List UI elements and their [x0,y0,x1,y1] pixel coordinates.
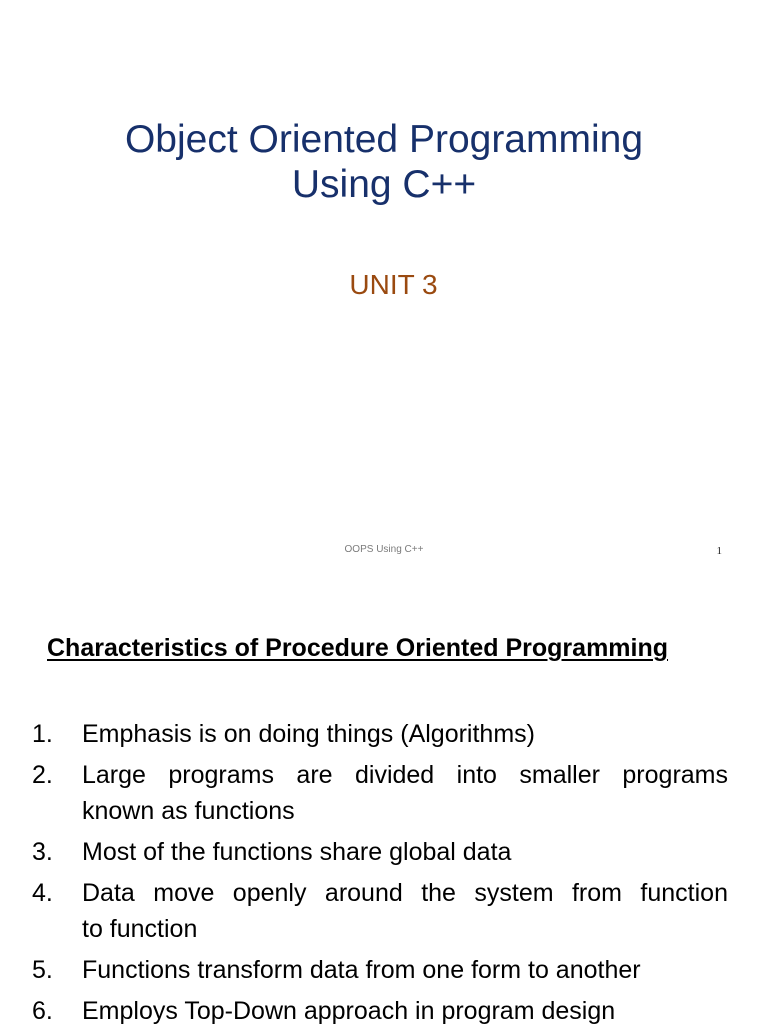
title-line-1: Object Oriented Programming [124,118,644,161]
list-item-text-line: Functions transform data from one form to another [82,956,641,984]
list-item-text [82,757,728,829]
list-item-5 [32,952,728,988]
list-item-number: 3. [32,838,53,866]
list-item-number: 1. [32,720,53,748]
list-item-text [82,875,728,947]
list-item-text-line: Employs Top-Down approach in program design [82,997,616,1024]
title-line-2: Using C++ [291,163,477,206]
unit-subtitle: UNIT 3 [349,269,438,300]
slide-footer: OOPS Using C++ [344,544,424,555]
list-item-text-line: Most of the functions share global data [82,838,512,866]
list-item-text [82,716,728,752]
list-item-number: 2. [32,761,53,789]
list-item-text-line: Data move openly around the system from function [82,879,728,907]
slide-number: 1 [716,545,722,557]
list-item-text [82,952,728,988]
list-item-number: 5. [32,956,53,984]
list-item-1 [32,716,728,752]
section-heading: Characteristics of Procedure Oriented Programming [47,634,669,662]
list-item-number: 4. [32,879,53,907]
list-item-text-line: Emphasis is on doing things (Algorithms) [82,720,535,748]
list-item-text [82,834,728,870]
list-item-number: 6. [32,997,53,1024]
list-item-6 [32,993,728,1024]
list-item-text-line: known as functions [82,797,295,825]
list-item-3 [32,834,728,870]
list-item-4 [32,875,728,947]
list-item-text-line: to function [82,915,198,943]
list-item-2 [32,757,728,829]
characteristics-list [32,716,728,1024]
list-item-text [82,993,728,1024]
content-slide [0,576,768,1024]
list-item-text-line: Large programs are divided into smaller programs [82,761,728,789]
